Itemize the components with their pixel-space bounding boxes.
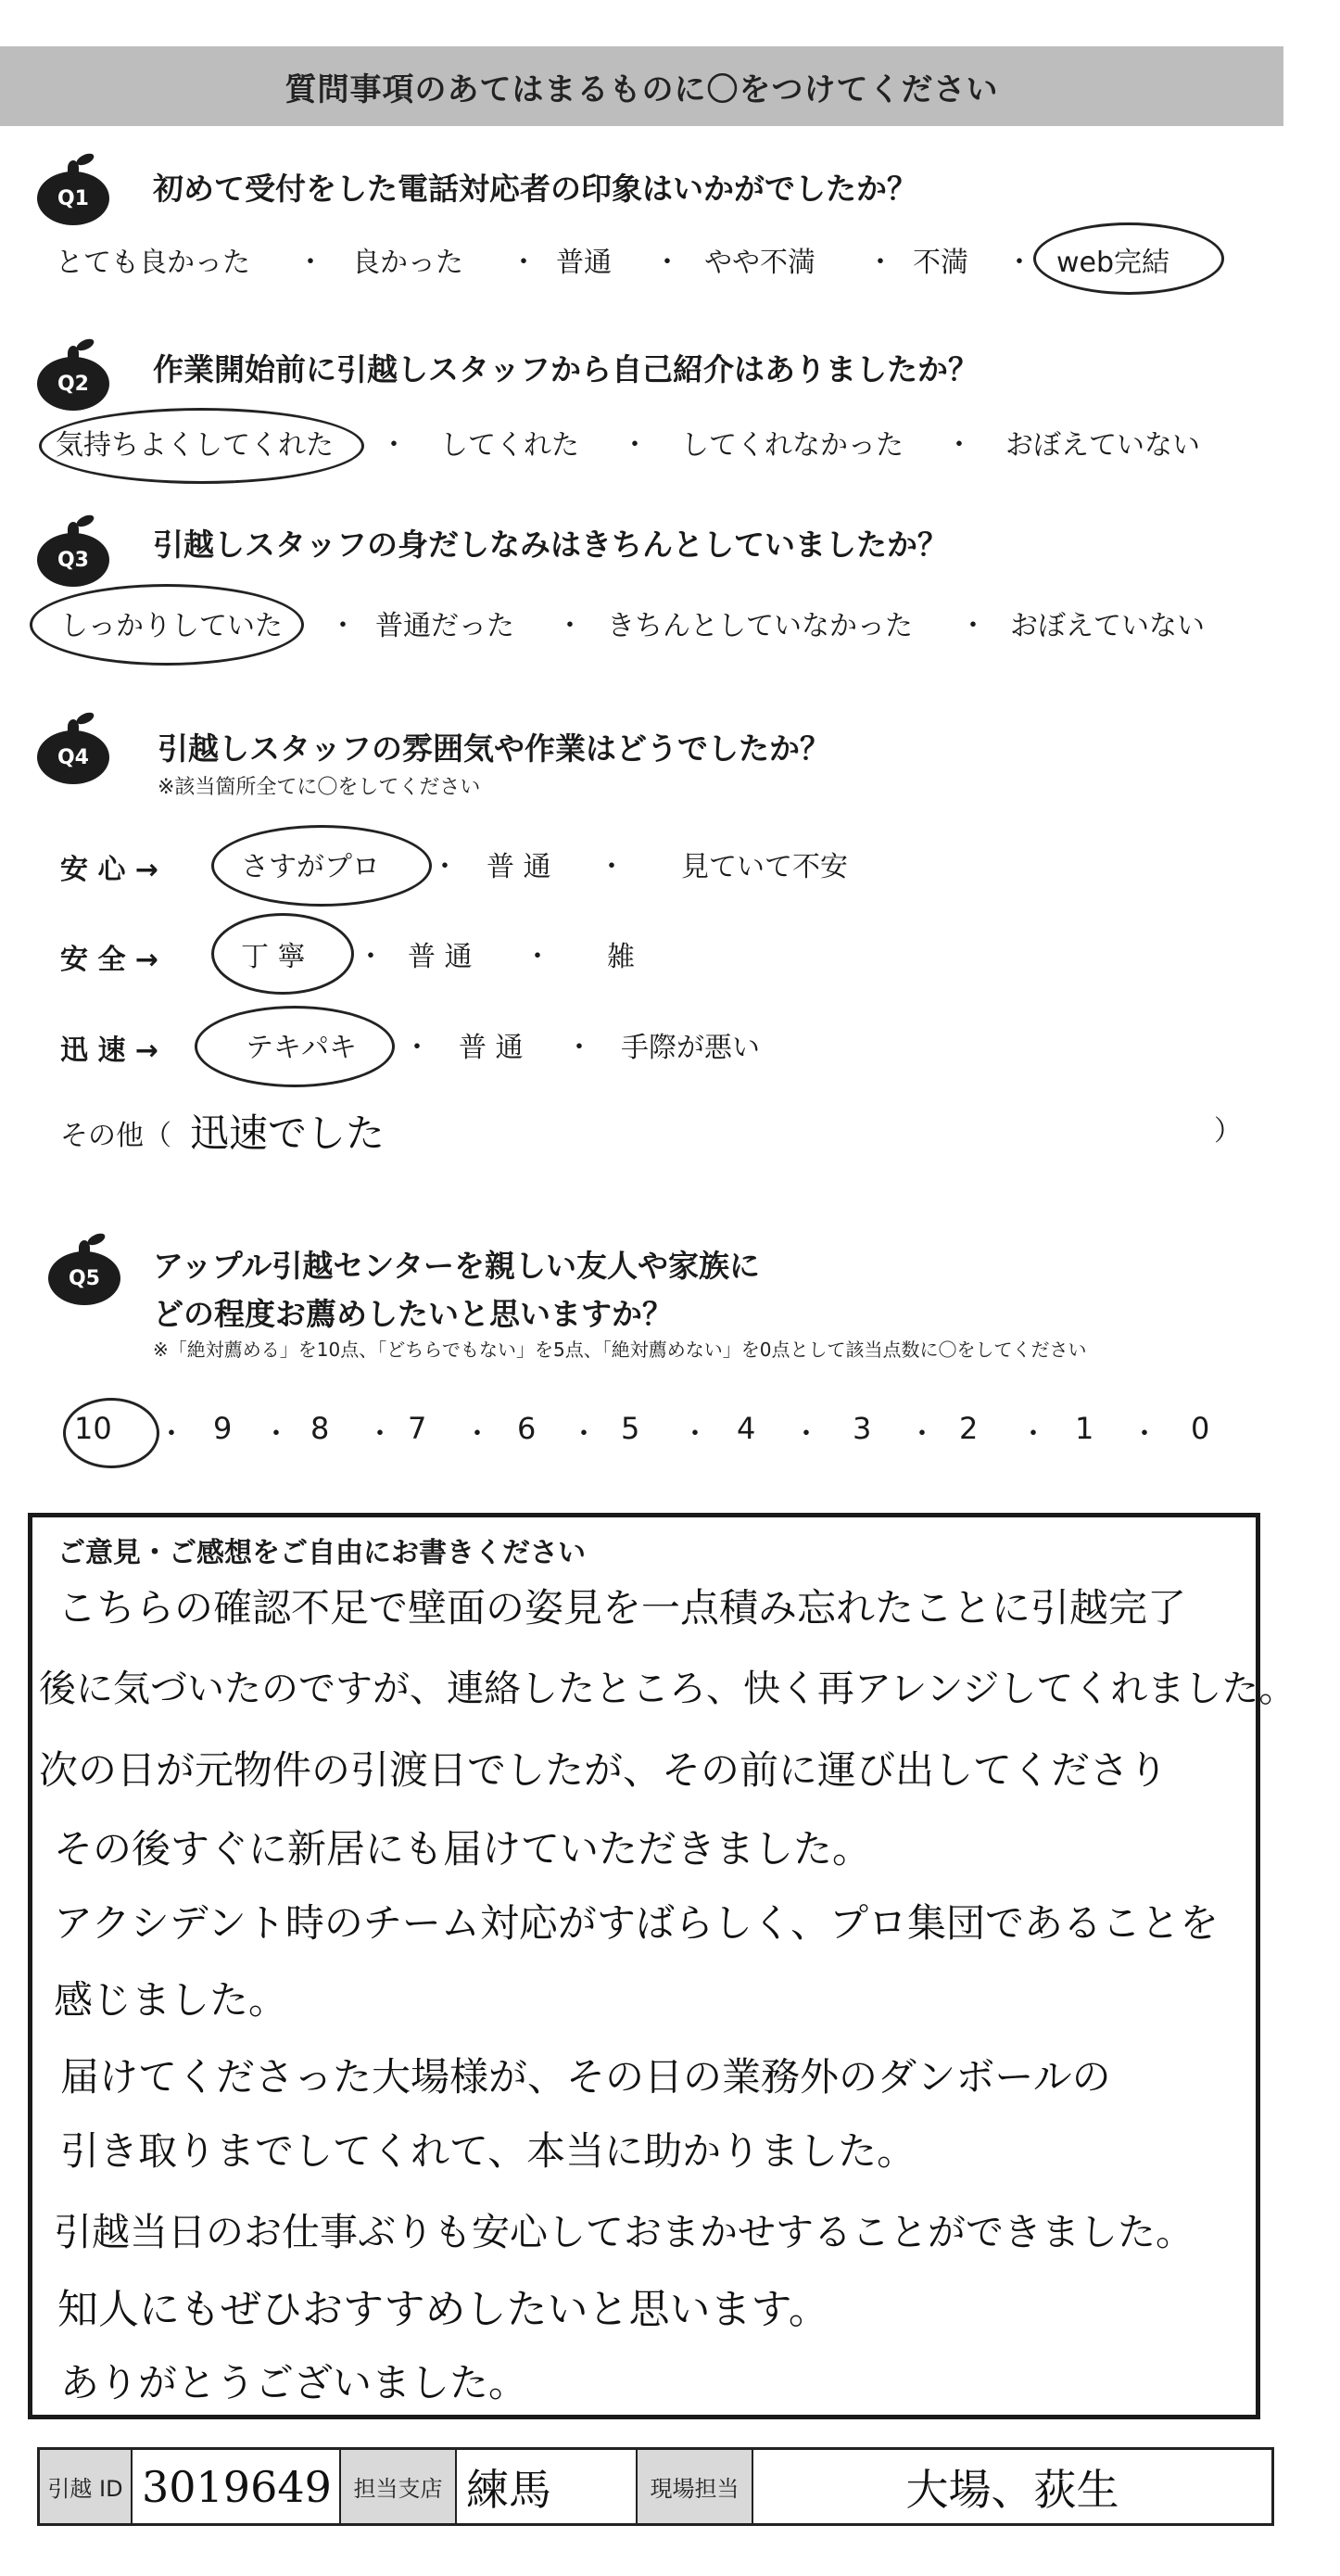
q4-other-close: ） xyxy=(1214,1115,1242,1148)
q5-note: ※「絶対薦める」を10点、「どちらでもない」を5点、「絶対薦めない」を0点として該当点数に〇をしてください xyxy=(153,1339,1087,1361)
comment-line-10: 知人にもぜひおすすめしたいと思います。 xyxy=(57,2286,829,2333)
staff-label: 現場担当 xyxy=(638,2450,753,2523)
comment-line-7: 届けてくださった大場様が、その日の業務外のダンボールの xyxy=(60,2054,1111,2100)
q4-row2-option-2[interactable]: 普 通 xyxy=(408,941,473,973)
q4-other-label: その他（ xyxy=(60,1120,171,1152)
q1-option-1[interactable]: とても良かった xyxy=(56,247,250,279)
q1-option-4[interactable]: やや不満 xyxy=(704,247,815,279)
comment-line-4: その後すぐに新居にも届けていただきました。 xyxy=(54,1826,872,1872)
move-id-value: 3019649 xyxy=(133,2450,341,2523)
q5-score-3[interactable]: 3 xyxy=(853,1411,872,1446)
q5-score-5[interactable]: 5 xyxy=(621,1411,640,1446)
separator: ・ xyxy=(510,247,537,279)
q5-score-4[interactable]: 4 xyxy=(737,1411,756,1446)
separator: ・ xyxy=(570,1418,598,1451)
q1-option-6[interactable]: web完結 xyxy=(1056,247,1170,279)
q5-score-2[interactable]: 2 xyxy=(959,1411,979,1446)
staff-value: 大場、荻生 xyxy=(905,2464,1119,2515)
separator: ・ xyxy=(556,610,584,642)
q4-row1-label: 安 心 → xyxy=(60,854,159,886)
q2-option-1[interactable]: 気持ちよくしてくれた xyxy=(56,429,334,462)
separator: ・ xyxy=(380,429,408,462)
branch-value: 練馬 xyxy=(457,2450,638,2523)
q4-row1-option-3[interactable]: 見ていて不安 xyxy=(681,851,848,883)
q1-option-2[interactable]: 良かった xyxy=(352,247,463,279)
separator: ・ xyxy=(565,1032,593,1064)
separator: ・ xyxy=(598,851,626,883)
separator: ・ xyxy=(357,941,385,973)
comment-line-3: 次の日が元物件の引渡日でしたが、その前に運び出してくださり xyxy=(39,1747,1169,1793)
q4-row2-option-1[interactable]: 丁 寧 xyxy=(241,941,306,973)
q1-question: 初めて受付をした電話対応者の印象はいかがでしたか？ xyxy=(153,171,917,207)
q4-row3-label: 迅 速 → xyxy=(60,1034,159,1067)
q4-question: 引越しスタッフの雰囲気や作業はどうでしたか？ xyxy=(158,730,830,767)
q4-note: ※該当箇所全てに〇をしてください xyxy=(158,776,481,799)
separator: ・ xyxy=(158,1418,185,1451)
instruction-header xyxy=(0,46,1283,126)
q2-option-3[interactable]: してくれなかった xyxy=(681,429,904,462)
q3-option-2[interactable]: 普通だった xyxy=(375,610,514,642)
q4-row3-option-2[interactable]: 普 通 xyxy=(459,1032,524,1064)
q5-question-line2: どの程度お薦めしたいと思いますか？ xyxy=(153,1296,673,1332)
comment-line-11: ありがとうございました。 xyxy=(60,2360,528,2405)
separator: ・ xyxy=(431,851,459,883)
q5-score-10[interactable]: 10 xyxy=(74,1411,112,1446)
q2-option-2[interactable]: してくれた xyxy=(440,429,579,462)
q5-score-6[interactable]: 6 xyxy=(517,1411,537,1446)
comment-line-5: アクシデント時のチーム対応がすばらしく、プロ集団であることを xyxy=(54,1900,1220,1946)
q5-question-line1: アップル引越センターを親しい友人や家族に xyxy=(153,1248,761,1284)
separator: ・ xyxy=(866,247,894,279)
q1-badge: Q1 xyxy=(37,171,109,225)
separator: ・ xyxy=(403,1032,431,1064)
branch-label: 担当支店 xyxy=(341,2450,457,2523)
q5-score-1[interactable]: 1 xyxy=(1075,1411,1094,1446)
separator: ・ xyxy=(621,429,649,462)
q4-other-handwritten: 迅速でした xyxy=(190,1110,386,1156)
q5-score-7[interactable]: 7 xyxy=(408,1411,427,1446)
q5-badge: Q5 xyxy=(48,1251,120,1305)
separator: ・ xyxy=(908,1418,936,1451)
separator: ・ xyxy=(366,1418,394,1451)
q4-row3-option-3[interactable]: 手際が悪い xyxy=(621,1032,760,1064)
separator: ・ xyxy=(262,1418,290,1451)
q4-row2-label: 安 全 → xyxy=(60,944,159,976)
move-id-label: 引越 ID xyxy=(40,2450,133,2523)
q2-question: 作業開始前に引越しスタッフから自己紹介はありましたか？ xyxy=(153,351,979,387)
comments-heading: ご意見・ご感想をご自由にお書きください xyxy=(57,1537,586,1569)
separator: ・ xyxy=(792,1418,820,1451)
q1-option-3[interactable]: 普通 xyxy=(556,247,612,279)
q4-row1-option-2[interactable]: 普 通 xyxy=(487,851,551,883)
separator: ・ xyxy=(653,247,681,279)
separator: ・ xyxy=(524,941,551,973)
comment-line-9: 引越当日のお仕事ぶりも安心しておまかせすることができました。 xyxy=(54,2210,1194,2254)
comment-line-6: 感じました。 xyxy=(54,1977,288,2023)
q5-score-0[interactable]: 0 xyxy=(1191,1411,1210,1446)
q3-option-3[interactable]: きちんとしていなかった xyxy=(607,610,913,642)
q3-option-4[interactable]: おぼえていない xyxy=(1010,610,1205,642)
instruction-title: 質問事項のあてはまるものに〇をつけてください xyxy=(284,70,999,108)
separator: ・ xyxy=(959,610,987,642)
separator: ・ xyxy=(945,429,973,462)
separator: ・ xyxy=(297,247,324,279)
separator: ・ xyxy=(463,1418,491,1451)
q5-score-9[interactable]: 9 xyxy=(213,1411,233,1446)
separator: ・ xyxy=(329,610,357,642)
separator: ・ xyxy=(1005,247,1033,279)
q3-question: 引越しスタッフの身だしなみはきちんとしていましたか？ xyxy=(153,527,948,563)
q1-option-5[interactable]: 不満 xyxy=(913,247,968,279)
q3-option-1[interactable]: しっかりしていた xyxy=(60,610,283,642)
q4-row1-option-1[interactable]: さすがプロ xyxy=(241,851,380,883)
q2-badge: Q2 xyxy=(37,357,109,411)
separator: ・ xyxy=(681,1418,709,1451)
q3-badge: Q3 xyxy=(37,533,109,587)
separator: ・ xyxy=(1131,1418,1158,1451)
q4-row2-option-3[interactable]: 雑 xyxy=(607,941,635,973)
q5-score-8[interactable]: 8 xyxy=(310,1411,330,1446)
q4-row3-option-1[interactable]: テキパキ xyxy=(246,1032,357,1064)
comment-line-1: こちらの確認不足で壁面の姿見を一点積み忘れたことに引越完了 xyxy=(57,1585,1187,1631)
comment-line-8: 引き取りまでしてくれて、本当に助かりました。 xyxy=(60,2128,917,2174)
footer-info-table xyxy=(37,2447,1274,2526)
comment-line-2: 後に気づいたのですが、連絡したところ、快く再アレンジしてくれました。 xyxy=(39,1668,1296,1710)
q4-badge: Q4 xyxy=(37,730,109,784)
separator: ・ xyxy=(1019,1418,1047,1451)
q2-option-4[interactable]: おぼえていない xyxy=(1005,429,1200,462)
